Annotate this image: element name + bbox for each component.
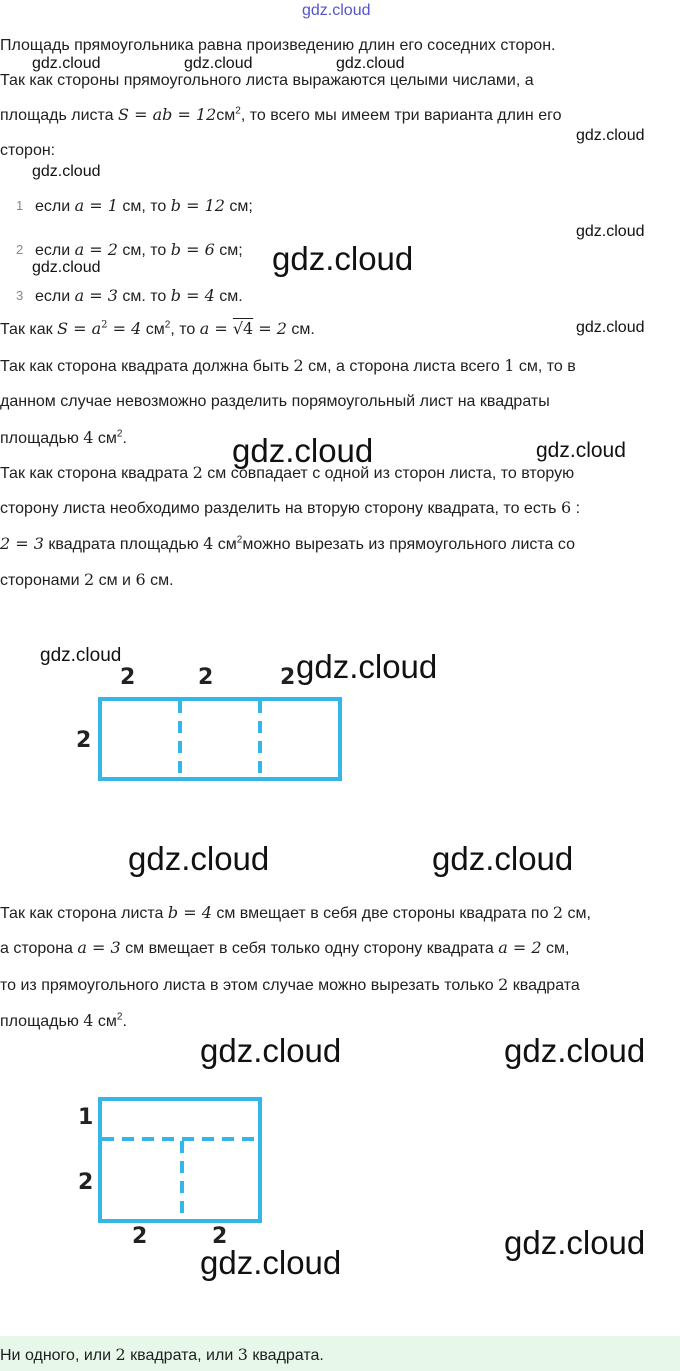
watermark-top[interactable]: gdz.cloud	[302, 2, 371, 19]
text: см и	[94, 572, 136, 589]
list-number: 2	[16, 242, 24, 257]
dimension-label: 2	[120, 665, 136, 690]
text: см, а сторона листа всего	[303, 358, 505, 375]
exponent: 2	[164, 319, 171, 331]
number: 2	[83, 570, 95, 589]
number: 6	[135, 570, 146, 589]
text: .	[122, 430, 127, 447]
text: Так как	[0, 321, 58, 338]
text: .	[122, 1013, 127, 1030]
number: 2	[115, 1345, 126, 1364]
text: сторону листа необходимо разделить на вторую сторону квадрата, то есть	[0, 500, 561, 517]
text: площадь листа	[0, 107, 119, 124]
math: a = 2	[498, 938, 542, 957]
number: 3	[237, 1345, 248, 1364]
watermark: gdz.cloud	[40, 645, 122, 666]
math: b = 6	[170, 240, 215, 259]
watermark: gdz.cloud	[184, 55, 253, 72]
para-area-definition: Площадь прямоугольника равна произведению длин его соседних сторон.	[0, 37, 556, 54]
text: см, то	[117, 198, 171, 215]
watermark: gdz.cloud	[32, 163, 101, 180]
text: см вмещает в себя две стороны квадрата по	[211, 905, 553, 922]
watermark: gdz.cloud	[32, 55, 101, 72]
unit: см	[216, 107, 236, 124]
list-item	[0, 196, 680, 216]
watermark: gdz.cloud	[432, 840, 574, 877]
watermark: gdz.cloud	[32, 259, 101, 276]
watermark: gdz.cloud	[200, 1032, 342, 1069]
para-case3	[0, 1011, 127, 1032]
text: см вмещает в себя только одну сторону квадрата	[120, 940, 499, 957]
para-case2	[0, 570, 174, 591]
text: то из прямоугольного листа в этом случае можно вырезать только	[0, 977, 499, 994]
dimension-label: 2	[280, 665, 296, 690]
text: см,	[563, 905, 591, 922]
list-item	[0, 286, 680, 306]
math-area: S = ab = 12	[118, 105, 217, 124]
exponent: 2	[235, 105, 241, 117]
para-case3	[0, 903, 591, 924]
list-number: 1	[16, 198, 24, 213]
math: a =	[199, 319, 233, 338]
text: см, то в	[514, 358, 576, 375]
watermark: gdz.cloud	[200, 1244, 342, 1281]
text: см.	[214, 288, 243, 305]
number: 4	[83, 1011, 94, 1030]
text: см, то	[117, 242, 171, 259]
text: Так как сторона листа	[0, 905, 168, 922]
list-text	[35, 286, 243, 306]
text: а сторона	[0, 940, 78, 957]
para-case1	[0, 356, 576, 377]
dimension-label: 2	[212, 1224, 228, 1249]
para-case1: данном случае невозможно разделить порямоугольный лист на квадраты	[0, 393, 550, 410]
text: квадрата.	[247, 1347, 324, 1364]
text: см.	[145, 572, 174, 589]
text: см. то	[117, 288, 171, 305]
math: 2 = 3	[0, 534, 44, 553]
sqrt: √4	[232, 319, 254, 338]
exponent: 2	[236, 534, 243, 546]
text: Так как сторона квадрата должна быть	[0, 358, 294, 375]
para-case3	[0, 975, 580, 996]
text: см,	[541, 940, 570, 957]
text: , то всего мы имеем три варианта длин его	[240, 107, 562, 124]
dimension-label: 2	[76, 728, 92, 753]
para-case2	[0, 534, 575, 555]
watermark: gdz.cloud	[504, 1032, 646, 1069]
watermark: gdz.cloud	[576, 223, 645, 240]
exponent: 2	[116, 428, 123, 440]
text: Ни одного, или	[0, 1347, 116, 1364]
para-area-formula	[0, 105, 561, 126]
math: a = 1	[74, 196, 118, 215]
watermark: gdz.cloud	[232, 432, 374, 469]
math: a = 3	[77, 938, 121, 957]
number: 4	[83, 428, 94, 447]
text: см;	[224, 198, 253, 215]
math: = 4	[107, 319, 142, 338]
unit: см	[93, 1013, 117, 1030]
para-case2	[0, 498, 580, 519]
text: см совпадает с одной из сторон листа, то вторую	[202, 465, 575, 482]
number: 4	[203, 534, 214, 553]
text: площадью	[0, 430, 84, 447]
para-case1	[0, 428, 127, 449]
text: квадрата	[508, 977, 580, 994]
text: :	[571, 500, 581, 517]
number: 6	[560, 498, 572, 517]
number: 2	[552, 903, 564, 922]
para-square-side	[0, 319, 315, 340]
number: 2	[293, 356, 304, 375]
text: сторонами	[0, 572, 84, 589]
math: a = 3	[74, 286, 118, 305]
watermark: gdz.cloud	[576, 127, 645, 144]
math: S = a	[57, 319, 102, 338]
text: если	[35, 242, 75, 259]
figure-two-squares	[70, 1090, 290, 1250]
watermark: gdz.cloud	[272, 240, 414, 277]
dimension-label: 2	[132, 1224, 148, 1249]
unit: см	[141, 321, 165, 338]
watermark: gdz.cloud	[576, 319, 645, 336]
watermark: gdz.cloud	[536, 439, 626, 462]
math: b = 4	[170, 286, 215, 305]
list-number: 3	[16, 288, 24, 303]
text: , то	[170, 321, 200, 338]
number: 2	[192, 463, 203, 482]
list-text	[35, 196, 253, 216]
math: b = 12	[170, 196, 225, 215]
unit: см	[213, 536, 237, 553]
dimension-label: 2	[198, 665, 214, 690]
text: см;	[214, 242, 243, 259]
figure-two-squares-svg	[70, 1090, 290, 1250]
text: см.	[286, 321, 315, 338]
exponent: 2	[101, 319, 108, 331]
text: квадрата, или	[125, 1347, 238, 1364]
exponent: 2	[116, 1011, 123, 1023]
unit: см	[93, 430, 117, 447]
text: Так как сторона квадрата	[0, 465, 193, 482]
number: 2	[498, 975, 509, 994]
text: если	[35, 198, 75, 215]
dimension-label: 1	[78, 1105, 94, 1130]
answer-text	[0, 1344, 324, 1367]
math: b = 4	[167, 903, 212, 922]
dimension-label: 2	[78, 1170, 94, 1195]
watermark: gdz.cloud	[504, 1224, 646, 1261]
para-case3	[0, 938, 569, 959]
text: если	[35, 288, 75, 305]
number: 1	[504, 356, 515, 375]
para-sides-label: сторон:	[0, 142, 56, 159]
text: можно вырезать из прямоугольного листа со	[242, 536, 575, 553]
text: квадрата площадью	[43, 536, 204, 553]
para-sides-intro: Так как стороны прямоугольного листа выражаются целыми числами, а	[0, 72, 534, 89]
text: площадью	[0, 1013, 84, 1030]
sheet-outline	[100, 699, 340, 779]
watermark: gdz.cloud	[296, 648, 438, 685]
watermark: gdz.cloud	[128, 840, 270, 877]
list-text	[35, 240, 243, 260]
math: a = 2	[74, 240, 118, 259]
math: = 2	[253, 319, 287, 338]
watermark: gdz.cloud	[336, 55, 405, 72]
